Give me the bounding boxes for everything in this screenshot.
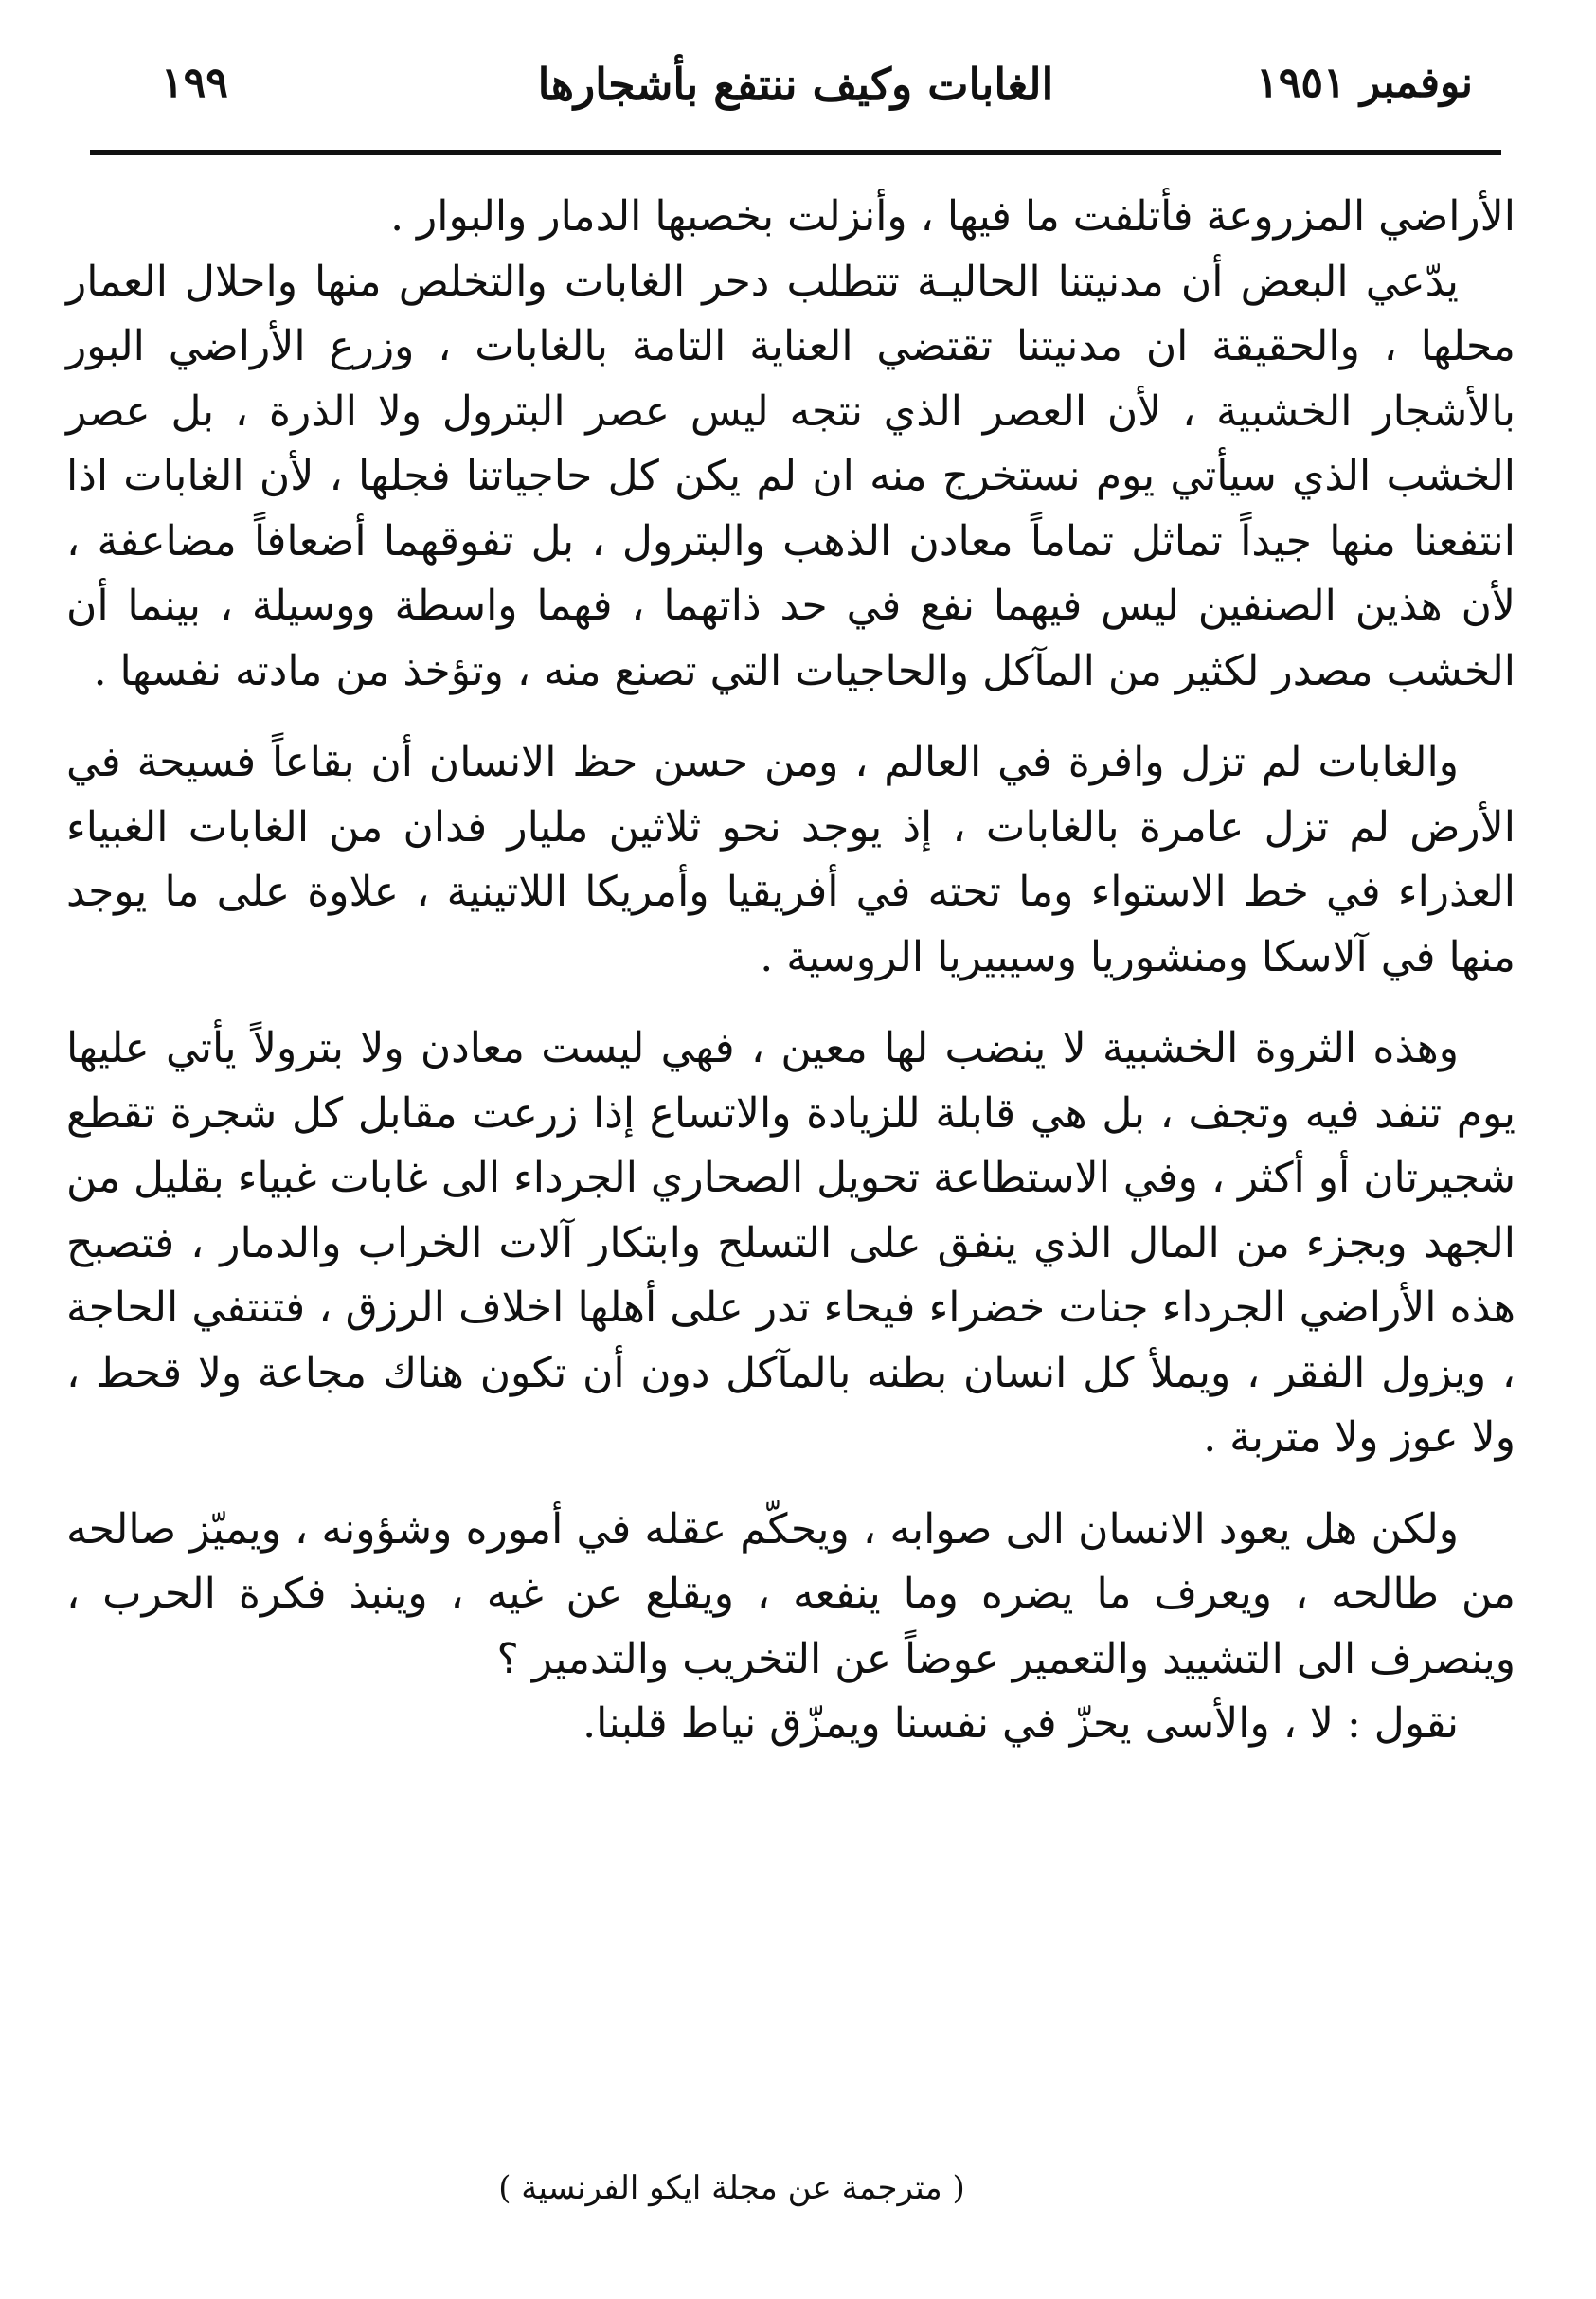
paragraph: الأراضي المزروعة فأتلفت ما فيها ، وأنزلت بخصبها الدمار والبوار .	[390, 192, 1515, 241]
page-number: ١٩٩	[161, 59, 228, 107]
source-citation: ( مترجمة عن مجلة ايكو الفرنسية )	[498, 2169, 965, 2207]
paragraph: ولكن هل يعود الانسان الى صوابه ، ويحكّم عقله في أموره وشؤونه ، ويميّز صالحه من طالحه ، ويعرف ما يضره وما ينفعه ، ويقلع عن غيه ، وينبذ فكرة الحرب ، وينصرف الى التشييد والتعمير عوضاً عن التخريب والتدمير ؟	[66, 1504, 1515, 1683]
paragraph: نقول : لا ، والأسى يحزّ في نفسنا ويمزّق نياط قلبنا.	[583, 1699, 1459, 1748]
paragraph: يدّعي البعض أن مدنيتنا الحاليـة تتطلب دحر الغابات والتخلص منها واحلال العمار محلها ، والحقيقة ان مدنيتنا تقتضي العناية التامة بالغابات ، وزرع الأراضي البور بالأشجار الخشبية ، لأن العصر الذي نتجه ليس عصر البترول ولا الذرة ، بل عصر الخشب الذي سيأتي يوم نستخرج منه ان لم يكن كل حاجياتنا فجلها ، لأن الغابات اذا انتفعنا منها جيداً تماثل تماماً معادن الذهب والبترول ، بل تفوقهما أضعافاً مضاعفة ، لأن هذين الصنفين ليس فيهما نفع في حد ذاتهما ، فهما واسطة ووسيلة ، بينما أن الخشب مصدر لكثير من المآكل والحاجيات التي تصنع منه ، وتؤخذ من مادته نفسها .	[66, 257, 1515, 695]
article-body	[66, 185, 1515, 1757]
paragraph: والغابات لم تزل وافرة في العالم ، ومن حسن حظ الانسان أن بقاعاً فسيحة في الأرض لم تزل عامرة بالغابات ، إذ يوجد نحو ثلاثين مليار فدان من الغابات الغبياء العذراء في خط الاستواء وما تحته في أفريقيا وأمريكا اللاتينية ، علاوة على ما يوجد منها في آلاسكا ومنشوريا وسيبيريا الروسية .	[66, 738, 1515, 981]
page-header	[90, 59, 1501, 135]
running-title: الغابات وكيف ننتفع بأشجارها	[537, 59, 1054, 110]
paragraph: وهذه الثروة الخشبية لا ينضب لها معين ، فهي ليست معادن ولا بترولاً يأتي عليها يوم تنفد فيه وتجف ، بل هي قابلة للزيادة والاتساع إذا زرعت مقابل كل شجرة تقطع شجيرتان أو أكثر ، وفي الاستطاعة تحويل الصحاري الجرداء الى غابات غبياء بقليل من الجهد وبجزء من المال الذي ينفق على التسلح وابتكار آلات الخراب والدمار ، فتصبح هذه الأراضي الجرداء جنات خضراء فيحاء تدر على أهلها اخلاف الرزق ، فتنتفي الحاجة ، ويزول الفقر ، ويملأ كل انسان بطنه بالمآكل دون أن تكون هناك مجاعة ولا قحط ، ولا عوز ولا متربة .	[65, 1024, 1515, 1462]
issue-date: نوفمبر ١٩٥١	[1256, 59, 1473, 107]
header-rule	[90, 150, 1501, 155]
